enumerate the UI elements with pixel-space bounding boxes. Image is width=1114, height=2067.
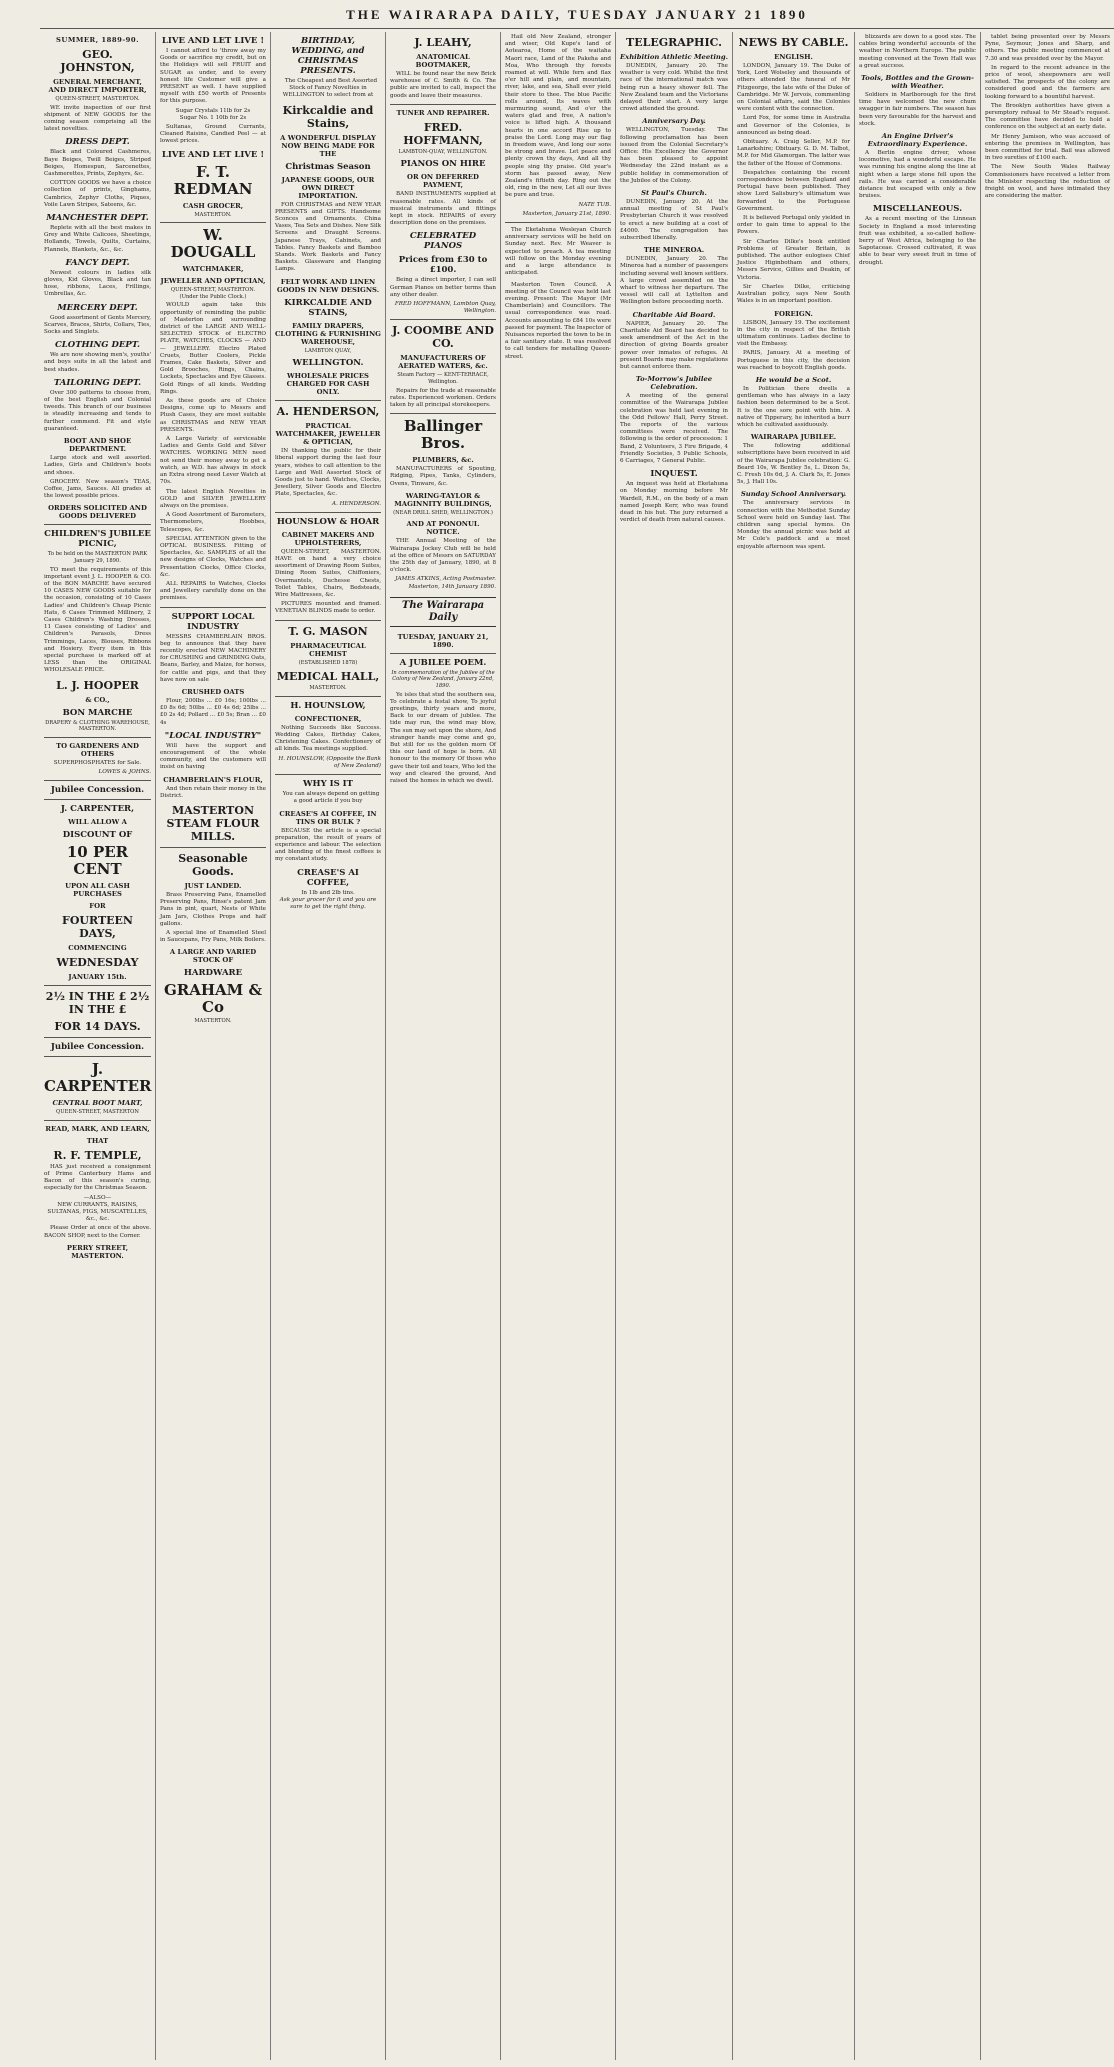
- continued-text-1: tablet being presented over by Messrs Pyne, Seymour, Jones and Sharp, and others. The public meeting commenced at 7.30 and was presided over by the Mayor.: [985, 34, 1110, 62]
- divider: [44, 737, 151, 738]
- temple-text: HAS just received a consignment of Prime Canterbury Hams and Bacon of this season's curing, especially for the Christmas Season.: [44, 1163, 151, 1192]
- wholesale-line: WHOLESALE PRICES CHARGED FOR CASH ONLY.: [286, 372, 370, 397]
- column-4: [385, 32, 500, 2060]
- live-text: I cannot afford to 'throw away my Goods or sacrifice my credit, but on the Holidays will sell FRUIT and SUGAR as under, and to every honest life Customer will give a PRESENT as well. I have supplied myself with £50 worth of Presents for this purpose.: [160, 48, 266, 105]
- drill-shed: (NEAR DRILL SHED, WELLINGTON.): [393, 509, 493, 516]
- wairarapa-jubilee-heading: WAIRARAPA JUBILEE.: [750, 433, 837, 442]
- coffee-heading: CREASE'S AI COFFEE, IN TINS OR BULK ?: [279, 809, 377, 826]
- coombe-sub: MANUFACTURERS OF AERATED WATERS, &c.: [398, 354, 488, 371]
- celebrated-pianos: CELEBRATED PIANOS: [409, 231, 477, 252]
- coombe-text: Repairs for the trade at reasonable rates. Experienced workmen. Orders taken by all principal storekeepers.: [390, 387, 496, 409]
- masthead: [40, 2, 1114, 29]
- divider: [390, 653, 496, 654]
- notice-signature: JAMES ATKINS, Acting Postmaster. Masterton, 14th January 1890.: [395, 576, 496, 590]
- jubilee-picnic-text: TO meet the requirements of this important event J. L. HOOPER & CO. of the BON MARCHE have secured 10 CASES NEW GOODS suitable for the occasion, consisting of 10 Cases Ladies' and Children's Cheap Picnic Hats, 6 Cases Trimmed Millinery, 2 Cases Children's Washing Dresses, 11 Cases consisting of Ladies' and Children's Parasols, Dress Trimmings, Laces, Blouses, Ribbons and Hosiery. Every item in this special purchase is marked off at LESS than the ORIGINAL WHOLESALE PRICE.: [44, 566, 151, 674]
- mason-sub: PHARMACEUTICAL CHEMIST: [290, 641, 366, 658]
- sugar-line: Sugar Crystals 11lb for 2s: [175, 107, 251, 114]
- news-by-cable-heading: NEWS BY CABLE.: [738, 36, 849, 49]
- that-line: THAT: [86, 1136, 109, 1145]
- jubilee-picnic-sub: To be held on the MASTERTON PARK January 29, 1890.: [47, 551, 148, 564]
- divider: [44, 1037, 151, 1038]
- perry-street: PERRY STREET, MASTERTON.: [66, 1243, 129, 1260]
- dougall-text: WOULD again take this opportunity of reminding the public of Masterton and surrounding district of the LARGE AND WELL-SELECTED STOCK of ELECTRO PLATE, WATCHES, CLOCKS — AND — JEWELLERY. Electro Plated Cruets, Butter Coolers, Pickle Frames, Cake Baskets, Silver and Gold Brooches, Rings, Chains, Lockets, Spectacles and Eye Glasses. Gold Rings of all kinds. Wedding Rings.: [160, 302, 266, 395]
- flour-mills: MASTERTON STEAM FLOUR MILLS.: [166, 804, 260, 843]
- hooper-co: & CO.,: [85, 695, 110, 704]
- miscellaneous-text: As a recent meeting of the Linnean Society in England a most interesting fruit was exhibited, a so-called hollow-berry of West Africa, belonging to the Sapotaceae. Crossed cultivated, it was able to bear very sweet fruit in time of drought.: [859, 216, 976, 266]
- divider: [44, 799, 151, 800]
- tools-text: Soldiers in Marlborough for the first time have welcomed the new chum swagger in fair numbers. The season has been very favourable for the harvest and stock.: [859, 92, 976, 127]
- commencing-line: COMMENCING: [68, 944, 127, 953]
- waring-buildings: WARING-TAYLOR & MAGINNITY BUILDINGS,: [394, 491, 492, 508]
- bacon-line: Please Order at once of the above. BACON SHOP, next to the Corner.: [44, 1225, 151, 1239]
- manchester-text: Replete with all the best makes in Grey and White Calicoes, Sheetings, Hollands, Towels, Quilts, Curtains, Flannels, Blankets, &c., &c.: [44, 225, 151, 253]
- concession-heading: Jubilee Concession.: [50, 785, 145, 796]
- coombe-name: J. COOMBE AND CO.: [392, 324, 494, 351]
- exhibition-text: DUNEDIN, January 20. The weather is very cold. Whilst the first race of the international match was being run a heavy shower fell. The New Zealand team and the Victorians delayed their start. A very large crowd attended the ground.: [620, 63, 728, 113]
- poem-body: Ye isles that stud the southern sea, To celebrate a festal show, To joyful greetings, thirty years and more, Back to our dream of jubilee. The tide may run, the wind may blow, The sun may set upon the shore, And stranger hands may come and go, But still for us the golden morn Of this our land of hope is born. All honour to the memory Of those who gave their toil and tears, Who led the way and cleared the ground, And raised the homes in which we dwell.: [390, 691, 496, 785]
- scot-text: In Politician there dwells a gentleman who has always in a lazy fashion been determined to be a Scot. It is the one sore point with him. A native of Tipperary, he inherited a burr which he cultivated assiduously.: [737, 385, 850, 428]
- for-14-days: FOR 14 DAYS.: [54, 1020, 141, 1034]
- seasonable-heading: Seasonable Goods.: [178, 852, 248, 878]
- poem-intro: In commemoration of the Jubilee of the Colony of New Zealand, January 22nd, 1890.: [391, 669, 495, 690]
- wednesday-heading: WEDNESDAY: [56, 956, 139, 970]
- confectioner-signature: H. HOUNSLOW, (Opposite the Bank of New Zealand): [278, 755, 381, 769]
- lambton-quay: LAMBTON QUAY,: [304, 347, 352, 354]
- gardeners-heading: TO GARDENERS AND OTHERS: [56, 741, 139, 758]
- fruits-text: Sultanas, Ground Currants, Cleaned Raisins, Candied Peel — at lowest prices.: [160, 124, 266, 145]
- news-item-6: Sir Charles Dilke's book entitled Problems of Greater Britain, is published. The author eulogises Chief Justice Higinbotham and others, Messrs Service, Gillies and Deakin, of Victoria.: [737, 238, 850, 281]
- column-8: [854, 32, 980, 2060]
- boot-text: Large stock and well assorted. Ladies, Girls and Children's boots and shoes.: [44, 455, 151, 476]
- pianos-heading: PIANOS ON HIRE: [400, 159, 486, 170]
- divider: [275, 620, 381, 621]
- mason-name: T. G. MASON: [288, 624, 368, 638]
- discount-heading: DISCOUNT OF: [62, 830, 133, 841]
- dougall-name: W. DOUGALL: [170, 226, 256, 262]
- divider: [44, 985, 151, 986]
- clothing-text: We are now showing men's, youths' and boys suits in all the latest and best shades.: [44, 352, 151, 373]
- paper-masthead: The Wairarapa Daily: [390, 597, 496, 627]
- divider: [275, 400, 381, 401]
- cotton-text: COTTON GOODS we have a choice collection of prints, Ginghams, Cambrics, Zephyr Cloths, Piques, Voile Lawn Stripes, Sateens, &c.: [44, 180, 151, 208]
- mercery-heading: MERCERY DEPT.: [57, 302, 138, 313]
- column-2: [155, 32, 270, 2060]
- poem-continued: Hail old New Zealand, stronger and wiser, Old Kupe's land of Aotearoa, Home of the waitaha Maori race, Land of the Pakeha and Moa, Who through thy forests roamed at will. While fern and flax o'er hill and plain, and mountain, river, lake, and sea, Shall ever yield their store to thee. The blue Pacific rolls around, Its waves with murmuring sound, And o'er the waters glad and free, A nation's voice is lifted high. A thousand hearts in one accord Rise up to praise the Lord. Long may our flag in freedom wave, And long our sons be strong and brave. Let peace and plenty crown thy days, And all thy people sing thy praise. Old year's storm has passed away, New Zealand's fiftieth day. Ring out the old, ring in the new, Let all our lives be pure and true.: [505, 34, 611, 199]
- henderson-name: A. HENDERSON,: [276, 405, 380, 419]
- kirkcaldie-heading-2: KIRKCALDIE AND STAINS,: [284, 297, 372, 318]
- st-pauls-text: DUNEDIN, January 20. At the annual meeting of St Paul's Presbyterian Church it was resolved to erect a new building at a cost of £4000. The congregation has subscribed liberally.: [620, 199, 728, 242]
- birthday-heading: BIRTHDAY, WEDDING, and CHRISTMAS PRESENTS.: [291, 36, 365, 76]
- enamelled-text: A special line of Enamelled Steel in Saucepans, Fry Pans, Milk Boilers.: [160, 930, 266, 944]
- boot-heading: BOOT AND SHOE DEPARTMENT.: [63, 437, 132, 454]
- notice-heading: AND AT PONONUI. NOTICE.: [406, 520, 480, 537]
- purchases-line: UPON ALL CASH PURCHASES: [65, 882, 130, 899]
- merchant-street: QUEEN-STREET, MASTERTON.: [55, 96, 140, 102]
- manchester-heading: MANCHESTER DEPT.: [46, 213, 149, 224]
- felt-work: FELT WORK AND LINEN GOODS IN NEW DESIGNS.: [276, 277, 380, 294]
- divider: [505, 222, 611, 223]
- scot-heading: He would be a Scot.: [755, 375, 832, 384]
- henderson-signature: A. HENDERSON.: [332, 500, 381, 507]
- local-text: Will have the support and encouragement of the whole community, and the customers will insist on having: [160, 742, 266, 771]
- superphosphates-line: SUPERPHOSPHATES for Sale.: [53, 759, 142, 766]
- carpenter-name: J. CARPENTER,: [60, 804, 135, 815]
- orders-heading: ORDERS SOLICITED AND GOODS DELIVERED: [48, 504, 147, 521]
- paper-date: TUESDAY, JANUARY 21, 1890.: [397, 632, 489, 649]
- tailoring-text: Over 300 patterns to choose from, of the best English and Colonial tweeds. This branch of our business is steadily increasing and tends to further commend. Fit and style guaranteed.: [44, 389, 151, 432]
- charitable-heading: Charitable Aid Board.: [632, 310, 716, 319]
- crease-name: CREASE'S AI COFFEE,: [297, 867, 359, 888]
- live-heading: LIVE AND LET LIVE !: [161, 36, 265, 46]
- divider: [44, 780, 151, 781]
- column-6: [615, 32, 732, 2060]
- why-heading: WHY IS IT: [303, 779, 353, 790]
- flour-prices: Flour, 200lbs ... £0 16s; 100lbs ... £0 8s 6d; 50lbs ... £0 4s 6d; 25lbs ... £0 2s 4d; Pollard ... £0 5s; Bran ... £0 4s: [160, 697, 266, 726]
- continued-text-3: The Brooklyn authorities have given a peremptory refusal to Mr Stead's request. The committee have decided to hold a conference on the subject at an early date.: [985, 102, 1110, 131]
- divider: [390, 104, 496, 105]
- wairarapa-jubilee-text: The following additional subscriptions have been received in aid of the Wairarapa Jubilee celebration: G. Beard 10s, W. Bentley 5s, L. Dixon 5s, C. Fresh 10s 6d, J. A. Clark 5s, E. Jones 5s, J. Hall 10s.: [737, 443, 850, 486]
- news-item-4: Despatches containing the recent correspondence between England and Portugal have been published. They show Lord Salisbury's ultimatum was forwarded to the Portuguese Government.: [737, 169, 850, 212]
- inquest-heading: INQUEST.: [650, 469, 698, 480]
- pianos-text: BAND INSTRUMENTS supplied at reasonable rates. All kinds of musical instruments and fittings kept in stock. REPAIRS of every description done on the premises.: [390, 191, 496, 227]
- chamberlain-flour: CHAMBERLAIN'S FLOUR,: [163, 775, 263, 784]
- hooper-town: MASTERTON.: [78, 726, 117, 733]
- lowes-signature: LOWES & JOHNS.: [98, 768, 151, 775]
- support-heading: SUPPORT LOCAL INDUSTRY: [171, 611, 255, 632]
- hoffmann-address: LAMBTON-QUAY, WELLINGTON.: [398, 148, 488, 155]
- engine-driver-text: A Berlin engine driver, whose locomotive, had a wonderful escape. He was running his engine along the line at night when a large stone fell upon the rails. He was carried a considerable distance but escaped with only a few bruises.: [859, 150, 976, 200]
- wellington: WELLINGTON.: [292, 358, 364, 369]
- poem-date: Masterton, January 21st, 1890.: [522, 210, 611, 217]
- continued-text-4: Mr Henry Jamison, who was accused of entering the premises in Wellington, has been committed for trial. Bail was allowed in two sureties of £100 each.: [985, 133, 1110, 162]
- redman-town: MASTERTON.: [194, 211, 232, 218]
- continued-text: blizzards are down to a good size. The cables bring wonderful accounts of the weather in Northern Europe. The public meeting convened at the Town Hall was a great success.: [859, 34, 976, 69]
- queen-street: QUEEN-STREET, MASTERTON: [56, 1109, 139, 1116]
- concession-heading-2: Jubilee Concession.: [50, 1042, 145, 1053]
- mineroa-text: DUNEDIN, January 20. The Mineroa had a number of passengers including several well known settlers. A large crowd assembled on the wharf to witness her departure. The vessel will call at Lyttelton and Wellington before proceeding north.: [620, 256, 728, 306]
- news-item-5: It is believed Portugal only yielded in order to gain time to appeal to the Powers.: [737, 215, 850, 236]
- foreign-heading: FOREIGN.: [774, 309, 813, 318]
- dougall-christmas: As these goods are of Choice Designs, come up to Messrs and Plush Cases, they are most suitable as CHRISTMAS and NEW YEAR PRESENTS.: [160, 398, 266, 433]
- kirkcaldie-heading: Kirkcaldie and Stains,: [282, 103, 374, 130]
- ask-line: Ask your grocer for it and you are sure to get the right thing.: [279, 896, 377, 910]
- news-item-1: LONDON, January 19. The Duke of York, Lord Wolseley and thousands of others attended the funeral of Mr Fitzgeorge, the late wife of the Duke of Cambridge. Mr W. Jervois, commenting on Colonial affairs, said the Colonies were content with the connection.: [737, 63, 850, 113]
- jubilee-picnic-heading: CHILDREN'S JUBILEE PICNIC,: [44, 529, 151, 550]
- just-landed: JUST LANDED.: [184, 882, 242, 890]
- chamberlain-text: MESSRS CHAMBERLAIN BROS. beg to announce that they have recently erected NEW MACHINERY for CRUSHING and GRINDING Oats, Beans, Barley, and Maize, for horses, for cattle and pigs, and that they have now on sale: [160, 633, 266, 683]
- two-and-half-heading: 2½ IN THE £ 2½ IN THE £: [45, 990, 150, 1017]
- merchant-title: GENERAL MERCHANT, AND DIRECT IMPORTER,: [48, 78, 147, 94]
- season-heading: SUMMER, 1889-90.: [55, 36, 139, 44]
- st-pauls-heading: St Paul's Church.: [641, 189, 707, 198]
- merchant-name: GEO. JOHNSTON,: [60, 48, 135, 74]
- jubilee-celebration-heading: To-Morrow's Jubilee Celebration.: [635, 375, 713, 392]
- news-item-2: Lord Fox, for some time in Australia and Governor of the Colonies, is announced as being dead.: [737, 115, 850, 136]
- watches-text: A Large Variety of serviceable Ladies and Gents Gold and Silver WATCHES. WORKING MEN need not send their money away to get a watch, as W.D. has always in stock an Extra strong need Lever Watch at 70s.: [160, 436, 266, 486]
- divider: [275, 774, 381, 775]
- redman-sub: CASH GROCER,: [182, 201, 244, 210]
- hoffmann-signature: FRED HOFFMANN, Lambton Quay, Wellington.: [394, 301, 496, 315]
- dress-heading: DRESS DEPT.: [65, 137, 130, 148]
- graham-name: GRAHAM & Co: [163, 981, 263, 1017]
- jewellery-text: The latest English Novelties in GOLD and SILVER JEWELLERY always on the premises.: [160, 488, 266, 509]
- jubilee-celebration-text: A meeting of the general committee of the Wairarapa Jubilee celebration was held last evening in the Odd Fellows' Hall, Perry Street. The reports of the various committees were received. The following is the order of procession: 1 Band, 2 Volunteers, 3 Fire Brigade, 4 Friendly Societies, 5 Public Schools, 6 Carriages, 7 General Public.: [620, 393, 728, 464]
- divider: [44, 1056, 151, 1057]
- hooper-name: L. J. HOOPER: [56, 678, 139, 692]
- poem-heading: A JUBILEE POEM.: [399, 657, 487, 668]
- repairs-text: ALL REPAIRS to Watches, Clocks and Jewellery carefully done on the premises.: [160, 580, 266, 602]
- mercery-text: Good assortment of Gents Mercery, Scarves, Braces, Shirts, Collars, Ties, Socks and Singlets.: [44, 314, 151, 336]
- column-1: [40, 32, 155, 2060]
- also-line: —ALSO—: [83, 1194, 112, 1201]
- graham-town: MASTERTON.: [194, 1018, 232, 1025]
- divider: [44, 524, 151, 525]
- inquest-text: An inquest was held at Eketahuna on Monday morning before Mr Wardell, R.M., on the body of a man named Joseph Kerr, who was found dead in his hut. The jury returned a verdict of death from natural causes.: [620, 481, 728, 524]
- birthday-text: The Cheapest and Best Assorted Stock of Fancy Novelties in WELLINGTON to select from at: [282, 78, 378, 99]
- large-var: A LARGE AND VARIED STOCK OF: [169, 948, 257, 965]
- column-9: [980, 32, 1114, 2060]
- japanese-goods: JAPANESE GOODS, OUR OWN DIRECT IMPORTATION.: [281, 175, 375, 200]
- leahy-sub: ANATOMICAL BOOTMAKER,: [415, 53, 471, 69]
- seasonable-text: Brass Preserving Pans, Enamelled Preserving Pans, Rinse's patent Jam Pans in pint, quart, Nests of White Jam Jars, Clothes Props and half gallons.: [160, 892, 266, 927]
- news-item-7: Sir Charles Dilke, criticising Australian policy, says New South Wales is in an important position.: [737, 283, 850, 305]
- divider: [390, 413, 496, 414]
- foreign-text-2: PARIS, January. At a meeting of Portuguese in this city, the decision was reached to boycott English goods.: [737, 350, 850, 371]
- prices-text: Being a direct importer, I can sell German Pianos on better terms than any other dealer.: [390, 277, 496, 298]
- barometers-text: A Good Assortment of Barometers, Thermometers, Hoobbes, Telescopes, &c.: [160, 512, 266, 533]
- live-heading-2: LIVE AND LET LIVE !: [161, 149, 265, 160]
- dress-text: Black and Coloured Cashmeres, Baye Beiges, Twill Beiges, Striped Beiges, Homespun, Sarcenettes, Cashmerettes, Prints, Zephyrs, &c.: [44, 149, 151, 178]
- exhibition-subheading: Exhibition Athletic Meeting.: [620, 53, 728, 61]
- family-drapers: FAMILY DRAPERS, CLOTHING & FURNISHING WAREHOUSE,: [275, 321, 381, 346]
- for-line: FOR: [89, 902, 106, 911]
- sunday-school-heading: Sunday School Anniversary.: [740, 490, 847, 499]
- divider: [160, 847, 266, 848]
- divider: [160, 222, 266, 223]
- engine-driver-heading: An Engine Driver's Extraordinary Experience.: [867, 132, 968, 149]
- hoffmann-name: FRED. HOFFMANN,: [403, 120, 483, 147]
- christmas-list: FOR CHRISTMAS and NEW YEAR PRESENTS and GIFTS. Handsome Sconces and Ornaments. China Vases, Tea Sets and Dishes. New Silk Screens and Draught Screens. Japanese Trays, Cabinets, and Tables. Fancy Baskets and Bamboo Stands. Work Baskets and Fancy Baskets. Glassware and Hanging Lamps.: [275, 201, 381, 273]
- hardware-heading: HARDWARE: [183, 968, 243, 979]
- percent-heading: 10 PER CENT: [66, 843, 129, 879]
- will-allow: WILL ALLOW A: [68, 818, 127, 827]
- divider: [44, 1120, 151, 1121]
- mason-est: (ESTABLISHED 1878): [298, 659, 358, 666]
- pianos-sub: OR ON DEFERRED PAYMENT,: [407, 173, 479, 190]
- clothing-heading: CLOTHING DEPT.: [55, 340, 140, 351]
- hounslow-sub: CABINET MAKERS AND UPHOLSTERERS,: [281, 530, 375, 547]
- tuner-heading: TUNER AND REPAIRER.: [396, 108, 490, 117]
- poem-author: NATE TUB.: [578, 201, 611, 208]
- news-item-3: Obituary. A. Craig Seller, M.P. for Lanarkshire; Obituary. G. D. M. Talbot, M.P. for Mid Glamorgan. The latter was the father of the House of Commons.: [737, 139, 850, 167]
- ballinger-name: Ballinger Bros.: [403, 417, 483, 453]
- merchant-intro: WE invite inspection of our first shipment of NEW GOODS for the coming season comprising all the latest novelties.: [44, 104, 151, 133]
- pictures-text: PICTURES mounted and framed. VENETIAN BLINDS made to order.: [275, 601, 381, 615]
- mineroa-heading: THE MINEROA.: [643, 246, 705, 255]
- council-text: Masterton Town Council. A meeting of the Council was held last evening. Present: The Mayor (Mr Chamberlain) and Councillors. The usual correspondence was read. Accounts amounting to £84 10s were passed for payment. The Inspector of Nuisances reported the town to be in a fair sanitary state. It was resolved to call tenders for metalling Queen-street.: [505, 281, 611, 360]
- retain-text: And then retain their money in the District.: [160, 785, 266, 799]
- telegraphic-heading: TELEGRAPHIC.: [626, 36, 722, 49]
- dougall-street: QUEEN-STREET, MASTERTON.: [170, 287, 256, 294]
- foreign-text: LISBON, January 19. The excitement in the city in respect of the British ultimatum continues. Ladies decline to visit the Embassy.: [737, 319, 850, 348]
- english-heading: ENGLISH.: [774, 53, 813, 61]
- anniversary-text: WELLINGTON, Tuesday. The following proclamation has been issued from the Colonial Secretary's Office: His Excellency the Governor has been pleased to appoint Wednesday the 22nd instant as a public holiday in commemoration of the Jubilee of the Colony.: [620, 127, 728, 184]
- henderson-text: IN thanking the public for their liberal support during the last four years, wishes to call attention to the Large and Well Assorted Stock of Goods just to hand. Watches, Clocks, Jewellery, Silver Goods and Electro Plate, Spectacles, &c.: [275, 448, 381, 498]
- january-line: JANUARY 15th.: [68, 973, 127, 982]
- hooper-address: DRAPERY & CLOTHING WAREHOUSE,: [45, 719, 150, 726]
- read-mark-learn: READ, MARK, AND LEARN,: [45, 1124, 150, 1133]
- divider: [160, 607, 266, 608]
- tins-line: In 1lb and 2lb tins.: [301, 889, 355, 896]
- fancy-text: Newest colours in ladies silk gloves, Kid Gloves, Black and tan hose, ribbons, Laces, Frillings, Umbrellas, &c.: [44, 269, 151, 298]
- fourteen-days: FOURTEEN DAYS,: [62, 914, 133, 941]
- dougall-clock: (Under the Public Clock.): [179, 293, 247, 300]
- j-carpenter: J. CARPENTER: [44, 1060, 152, 1096]
- column-3: [270, 32, 385, 2060]
- divider: [390, 319, 496, 320]
- hounslow-hoar: HOUNSLOW & HOAR: [276, 516, 380, 527]
- dougall-sub-2: JEWELLER AND OPTICIAN,: [160, 277, 266, 286]
- tools-heading: Tools, Bottles and the Grown-with Weather.: [861, 74, 974, 91]
- fancy-heading: FANCY DEPT.: [65, 257, 130, 268]
- grocery-text: GROCERY. New season's TEAS, Coffee, Jams, Sauces. All grades at the lowest possible prices.: [44, 478, 151, 500]
- miscellaneous-heading: MISCELLANEOUS.: [872, 204, 963, 215]
- display-line: A WONDERFUL DISPLAY NOW BEING MADE FOR THE: [280, 133, 376, 158]
- leahy-name: J. LEAHY,: [414, 36, 472, 49]
- divider: [275, 512, 381, 513]
- column-5: [500, 32, 615, 2060]
- divider: [275, 696, 381, 697]
- continued-text-2: In regard to the recent advance in the price of wool, sheepowners are well satisfied. The prospects of the colony are considered good and the farmers are looking forward to a bountiful harvest.: [985, 64, 1110, 100]
- confectioner-sub: CONFECTIONER,: [294, 714, 362, 723]
- hounslow-confectioner: H. HOUNSLOW,: [290, 700, 366, 711]
- confectioner-text: Nothing Succeeds like Success. Wedding Cakes, Birthday Cakes, Christening Cakes. Confectionery of all kinds. Tea meetings supplied.: [275, 724, 381, 753]
- masthead-title: THE WAIRARAPA DAILY, TUESDAY JANUARY 21 1890: [346, 7, 808, 22]
- church-text: The Eketahuna Wesleyan Church anniversary services will be held on Sunday next. Rev. Mr Weaver is expected to preach. A tea meeting will follow on the Monday evening and a large attendance is anticipated.: [505, 227, 611, 277]
- column-7: [732, 32, 854, 2060]
- crushed-oats: CRUSHED OATS: [181, 687, 245, 696]
- anniversary-heading: Anniversary Day.: [642, 117, 706, 126]
- medical-hall: MEDICAL HALL,: [276, 670, 380, 684]
- temple-name: R. F. TEMPLE,: [53, 1148, 142, 1162]
- currants-line: NEW CURRANTS, RAISINS, SULTANAS, FIGS, MUSCATELLES, &c., &c.: [47, 1201, 148, 1223]
- notice-text: THE Annual Meeting of the Wairarapa Jockey Club will be held at the office of Messrs on SATURDAY the 25th day of January, 1890, at 8 o'clock.: [390, 538, 496, 574]
- optical-text: SPECIAL ATTENTION given to the OPTICAL BUSINESS. Fitting of Spectacles, &c. SAMPLES of all the new designs of Clocks, Watches and Presentation Clocks, Office Clocks, &c.: [160, 535, 266, 578]
- local-industry-heading: "LOCAL INDUSTRY": [164, 730, 262, 741]
- tailoring-heading: TAILORING DEPT.: [53, 377, 142, 388]
- sugar-line-2: Sugar No. 1 10lb for 2s: [179, 114, 247, 121]
- mason-town: MASTERTON.: [309, 685, 347, 692]
- hounslow-text: QUEEN-STREET, MASTERTON. HAVE on hand a very choice assortment of Drawing Room Suites, Dining Room Suites, Chiffoniers, Overmantels, Duchesse Chests, Toilet Tables, Chairs, Bedsteads, Wire Mattresses, &c.: [275, 548, 381, 599]
- why-text: You can always depend on getting a good article if you buy: [282, 791, 380, 805]
- manufacturers-text: MANUFACTURERS of Spouting, Ridging, Pipes, Tanks, Cylinders, Ovens, Tinware, &c.: [390, 466, 496, 487]
- boot-mart: CENTRAL BOOT MART,: [52, 1099, 143, 1108]
- leahy-text: WILL be found near the new Brick warehouse of C. Smith & Co. The public are invited to call, inspect the goods and leave their measures.: [390, 71, 496, 99]
- continued-text-5: The New South Wales Railway Commissioners have received a letter from the Minister respecting the reduction of freight on wool, and have intimated they are considering the matter.: [985, 164, 1110, 200]
- henderson-sub: PRACTICAL WATCHMAKER, JEWELLER & OPTICIAN,: [275, 422, 381, 447]
- coffee-text: BECAUSE the article is a special preparation, the result of years of experience and labour. The selection and blending of the finest coffees is my constant study.: [275, 827, 381, 863]
- prices-line: Prices from £30 to £100.: [398, 255, 488, 276]
- christmas-season: Christmas Season: [285, 161, 371, 172]
- sunday-school-text: The anniversary services in connection with the Methodist Sunday School were held on Sunday last. The children sang special hymns. On Monday the annual picnic was held at Mr Cole's paddock and a most enjoyable afternoon was spent.: [737, 500, 850, 550]
- redman-name: F. T. REDMAN: [173, 162, 253, 198]
- charitable-text: NAPIER, January 20. The Charitable Aid Board has decided to seek amendment of the Act in the direction of giving Boards greater power over inmates of refuges. At present Boards may make regulations but cannot enforce them.: [620, 320, 728, 370]
- dougall-sub: WATCHMAKER,: [182, 265, 244, 274]
- plumbers-line: PLUMBERS, &c.: [412, 456, 474, 465]
- bon-marche: BON MARCHE: [62, 707, 133, 718]
- coombe-street: Steam Factory — KENT-TERRACE, Wellington.: [397, 372, 489, 386]
